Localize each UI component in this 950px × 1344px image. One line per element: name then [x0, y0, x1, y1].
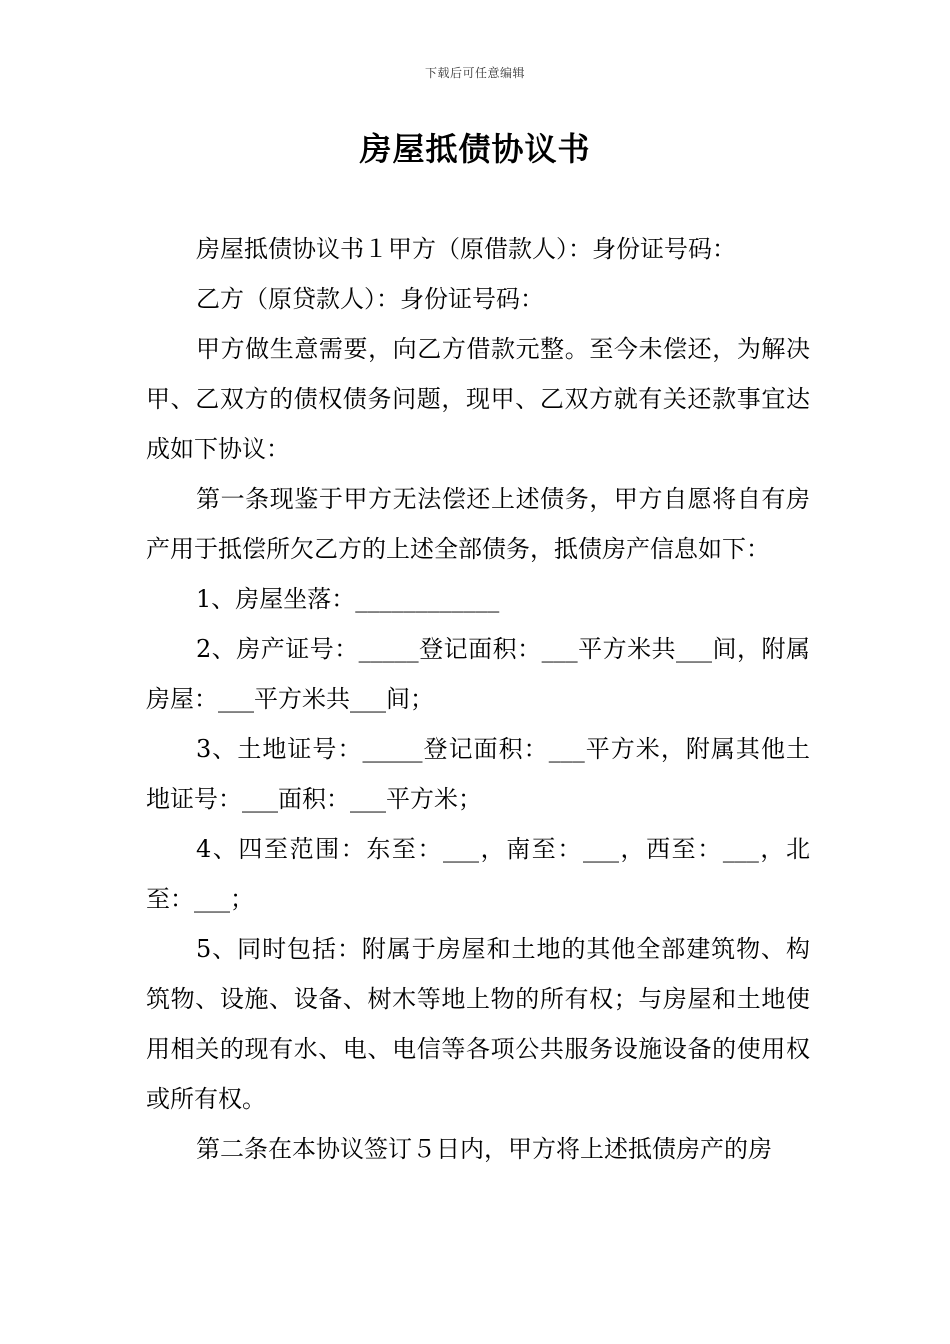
document-body	[146, 224, 810, 1174]
paragraph-party-b: 乙方（原贷款人）：身份证号码：	[196, 285, 544, 313]
paragraph-party-a: 房屋抵债协议书１甲方（原借款人）：身份证号码：	[196, 235, 736, 263]
header-note: 下载后可任意编辑	[424, 66, 525, 80]
paragraph-article-1: 第一条现鉴于甲方无法偿还上述债务，甲方自愿将自有房产用于抵偿所欠乙方的上述全部债务，抵债房产信息如下：	[146, 485, 810, 563]
paragraph-item-4-boundaries: 4、四至范围：东至：___，南至：___，西至：___，北至：___；	[146, 835, 810, 913]
paragraph-item-5-inclusions: 5、同时包括：附属于房屋和土地的其他全部建筑物、构筑物、设施、设备、树木等地上物的所有权；与房屋和土地使用相关的现有水、电、电信等各项公共服务设施设备的使用权或所有权。	[146, 935, 810, 1113]
paragraph-article-2: 第二条在本协议签订５日内，甲方将上述抵债房产的房	[196, 1135, 772, 1163]
paragraph-background: 甲方做生意需要，向乙方借款元整。至今未偿还，为解决甲、乙双方的债权债务问题，现甲、乙双方就有关还款事宜达成如下协议：	[146, 335, 810, 463]
document-title: 房屋抵债协议书	[359, 130, 591, 168]
paragraph-item-1-location: 1、房屋坐落：____________	[196, 585, 500, 613]
paragraph-item-2-property-cert: 2、房产证号：_____登记面积：___平方米共___间，附属房屋：___平方米共___间；	[146, 635, 810, 713]
paragraph-item-3-land-cert: 3、土地证号：_____登记面积：___平方米，附属其他土地证号：___面积：___平方米；	[146, 735, 810, 813]
